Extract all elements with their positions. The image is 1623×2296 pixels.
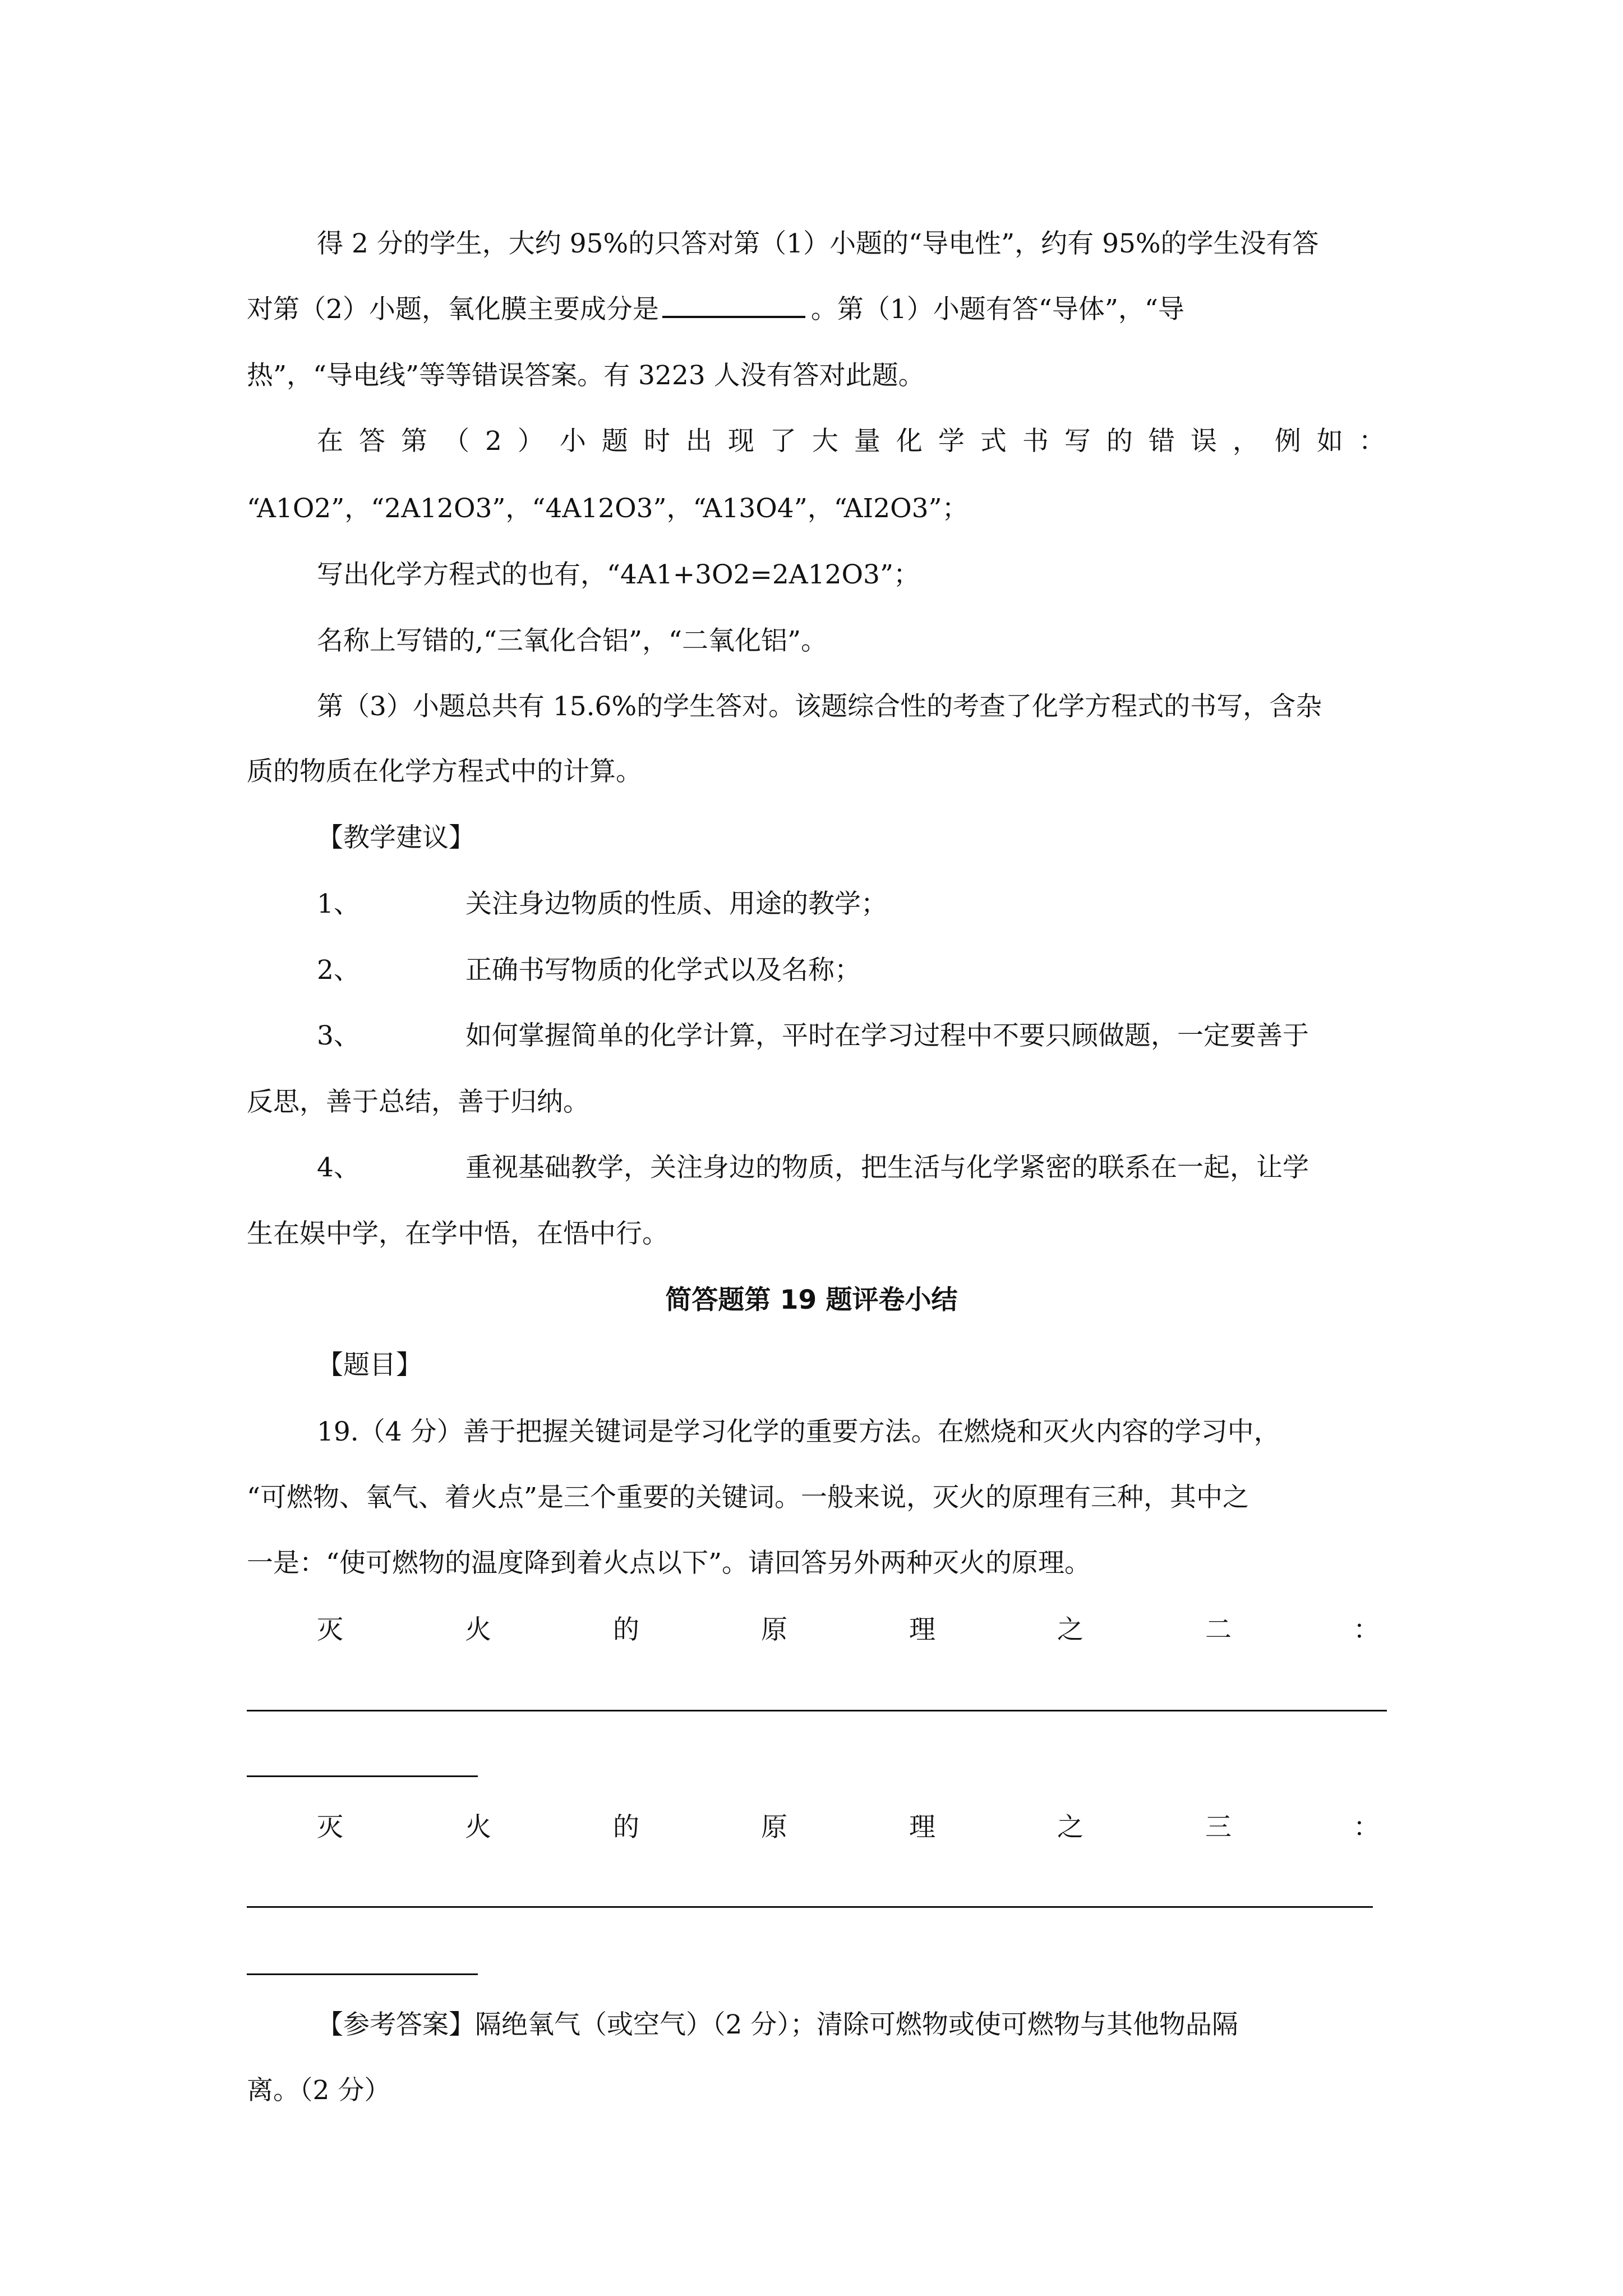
question-line2-text: “可燃物、氧气、着火点”是三个重要的关键词。一般来说，灭火的原理有三种，其中之 bbox=[247, 1482, 1249, 1513]
suggestion-4-continued bbox=[247, 1217, 1385, 1251]
para1-line1 bbox=[317, 227, 1385, 261]
answer-line1-text: 【参考答案】隔绝氧气（或空气）（2 分）；清除可燃物或使可燃物与其他物品隔 bbox=[317, 2009, 1238, 2040]
para1-line3-text: 热”，“导电线”等等错误答案。有 3223 人没有答对此题。 bbox=[247, 360, 925, 391]
para2-char: ） bbox=[517, 426, 544, 457]
para2-line2-text: “A1O2”，“2A12O3”，“4A12O3”，“A13O4”，“AI2O3”； bbox=[247, 493, 969, 524]
suggestion-text: 关注身边物质的性质、用途的教学； bbox=[465, 889, 887, 919]
suggestion-3 bbox=[317, 1019, 1385, 1053]
question-heading-text: 【题目】 bbox=[317, 1350, 422, 1381]
answer-line2 bbox=[247, 2074, 1385, 2108]
para2-char: 误 bbox=[1190, 426, 1217, 457]
para2-char: 如 bbox=[1316, 426, 1343, 457]
question-line2 bbox=[247, 1481, 1385, 1515]
suggestion-number: 1、 bbox=[317, 889, 360, 919]
prompt-char: 火 bbox=[465, 1614, 491, 1645]
para2-char: 现 bbox=[727, 426, 754, 457]
principle-three-prompt bbox=[317, 1811, 1380, 1844]
question-line1-text: 19.（4 分）善于把握关键词是学习化学的重要方法。在燃烧和灭火内容的学习中， bbox=[317, 1416, 1280, 1447]
para2-char: 题 bbox=[601, 426, 628, 457]
prompt-char: 二 bbox=[1205, 1614, 1232, 1645]
prompt-char: 的 bbox=[613, 1614, 639, 1645]
para2-char: 时 bbox=[643, 426, 670, 457]
suggestion-text-continued: 生在娱中学，在学中悟，在悟中行。 bbox=[247, 1218, 668, 1249]
para2-char: 书 bbox=[1022, 426, 1049, 457]
teaching-heading bbox=[317, 821, 1385, 855]
para2-char: 大 bbox=[811, 426, 838, 457]
question-line3-text: 一是：“使可燃物的温度降到着火点以下”。请回答另外两种灭火的原理。 bbox=[247, 1548, 1091, 1579]
para3 bbox=[317, 558, 1385, 592]
oxide-film-answer-blank bbox=[662, 293, 805, 318]
para2-char: 出 bbox=[685, 426, 712, 457]
prompt-char: ： bbox=[1353, 1614, 1380, 1645]
para5-line1-text: 第（3）小题总共有 15.6%的学生答对。该题综合性的考查了化学方程式的书写，含杂 bbox=[317, 691, 1322, 722]
para2-char: 在 bbox=[317, 426, 343, 457]
principle-two-answer-line-short bbox=[247, 1775, 478, 1777]
para2-char: （ bbox=[443, 426, 469, 457]
answer-line2-text: 离。（2 分） bbox=[247, 2075, 391, 2106]
suggestion-1 bbox=[317, 887, 1385, 921]
prompt-char: 之 bbox=[1057, 1614, 1083, 1645]
para5-line2-text: 质的物质在化学方程式中的计算。 bbox=[247, 756, 642, 787]
para5-line1 bbox=[317, 690, 1385, 724]
principle-two-prompt bbox=[317, 1613, 1380, 1647]
para2-char: 第 bbox=[401, 426, 427, 457]
para2-char: 量 bbox=[854, 426, 880, 457]
para1-line2 bbox=[247, 293, 1385, 326]
suggestion-3-continued bbox=[247, 1085, 1385, 1119]
para1-line1-text: 得 2 分的学生，大约 95%的只答对第（1）小题的“导电性”，约有 95%的学生没有答 bbox=[317, 228, 1319, 259]
para2-char: 的 bbox=[1106, 426, 1133, 457]
para2-char: 了 bbox=[769, 426, 796, 457]
para2-char: 学 bbox=[938, 426, 965, 457]
prompt-char: 的 bbox=[613, 1812, 639, 1843]
para3-text: 写出化学方程式的也有，“4A1+3O2=2A12O3”； bbox=[317, 559, 920, 590]
para2-char: ： bbox=[1358, 426, 1385, 457]
section-title: 简答题第 19 题评卷小结 bbox=[665, 1285, 958, 1315]
para1-line2-after: 。第（1）小题有答“导体”，“导 bbox=[810, 294, 1184, 325]
prompt-char: 灭 bbox=[317, 1614, 343, 1645]
para2-line1 bbox=[317, 425, 1385, 458]
para2-char: 式 bbox=[980, 426, 1007, 457]
para2-char: ， bbox=[1232, 426, 1259, 457]
question-line1 bbox=[317, 1415, 1385, 1449]
prompt-char: 火 bbox=[465, 1812, 491, 1843]
prompt-char: 原 bbox=[761, 1812, 787, 1843]
prompt-char: 灭 bbox=[317, 1812, 343, 1843]
answer-line1 bbox=[317, 2008, 1385, 2042]
question-heading bbox=[317, 1349, 1385, 1382]
principle-three-answer-line-short bbox=[247, 1973, 478, 1975]
para1-line2-before: 对第（2）小题，氧化膜主要成分是 bbox=[247, 294, 659, 325]
para5-line2 bbox=[247, 755, 1385, 789]
suggestion-text: 重视基础教学，关注身边的物质，把生活与化学紧密的联系在一起，让学 bbox=[465, 1152, 1309, 1183]
prompt-char: 理 bbox=[909, 1614, 935, 1645]
para2-char: 答 bbox=[359, 426, 385, 457]
para2-char: 化 bbox=[896, 426, 923, 457]
prompt-char: ： bbox=[1353, 1812, 1380, 1843]
question-line3 bbox=[247, 1547, 1385, 1580]
para2-char: 小 bbox=[559, 426, 586, 457]
teaching-heading-text: 【教学建议】 bbox=[317, 822, 475, 853]
suggestion-number: 2、 bbox=[317, 955, 360, 986]
para2-char: 写 bbox=[1064, 426, 1091, 457]
para2-char: 2 bbox=[485, 426, 502, 457]
para2-char: 错 bbox=[1148, 426, 1175, 457]
prompt-char: 三 bbox=[1205, 1812, 1232, 1843]
suggestion-text-continued: 反思，善于总结，善于归纳。 bbox=[247, 1087, 589, 1117]
suggestion-number: 3、 bbox=[317, 1020, 360, 1051]
para1-line3 bbox=[247, 359, 1385, 393]
suggestion-number: 4、 bbox=[317, 1152, 360, 1183]
para2-char: 例 bbox=[1274, 426, 1301, 457]
suggestion-4 bbox=[317, 1151, 1385, 1185]
suggestion-text: 如何掌握简单的化学计算，平时在学习过程中不要只顾做题，一定要善于 bbox=[465, 1020, 1309, 1051]
prompt-char: 之 bbox=[1057, 1812, 1083, 1843]
para4-text: 名称上写错的,“三氧化合铝”，“二氧化铝”。 bbox=[317, 625, 828, 656]
suggestion-2 bbox=[317, 954, 1385, 987]
suggestion-text: 正确书写物质的化学式以及名称； bbox=[465, 955, 861, 986]
principle-two-answer-line bbox=[247, 1710, 1387, 1711]
prompt-char: 原 bbox=[761, 1614, 787, 1645]
para4 bbox=[317, 624, 1385, 658]
para2-line2 bbox=[247, 492, 1385, 526]
prompt-char: 理 bbox=[909, 1812, 935, 1843]
principle-three-answer-line bbox=[247, 1906, 1373, 1908]
